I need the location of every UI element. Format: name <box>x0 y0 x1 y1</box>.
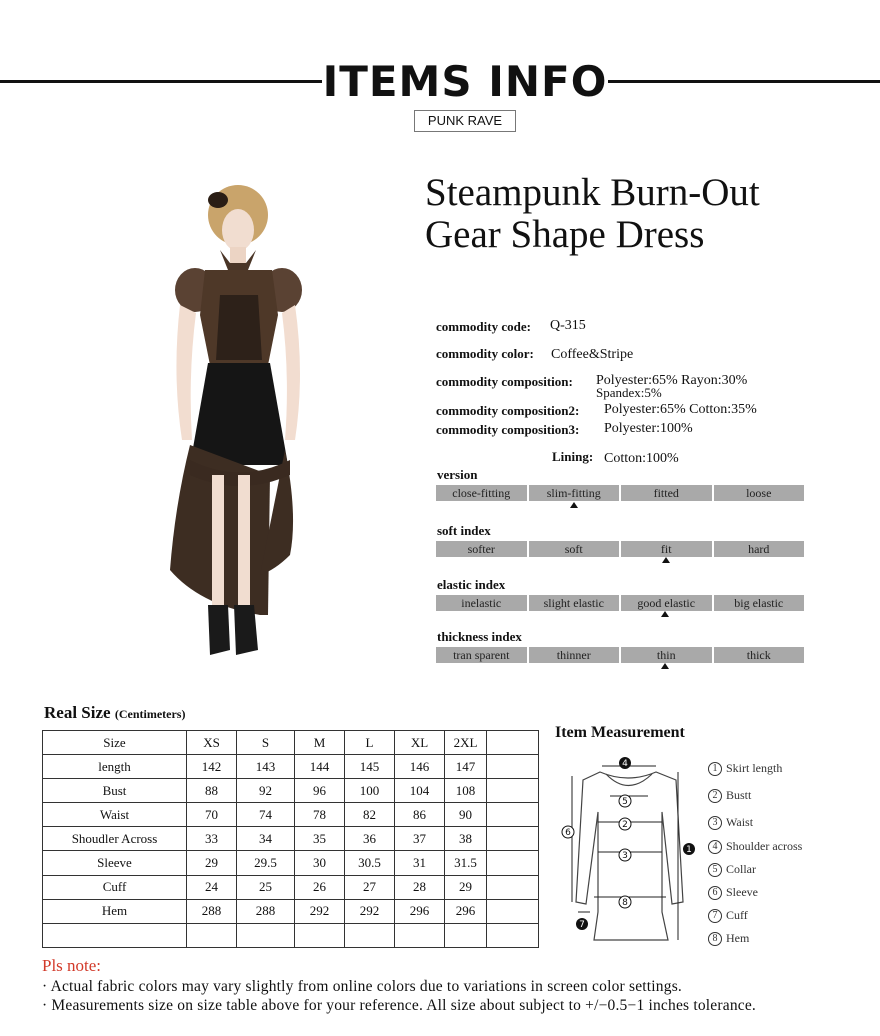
table-cell: 292 <box>345 899 395 923</box>
spec-color-value: Coffee&Stripe <box>551 347 634 362</box>
table-cell: XL <box>395 731 445 755</box>
brand-label: PUNK RAVE <box>414 110 516 132</box>
elastic-index-bar <box>436 595 804 611</box>
note-item: · Actual fabric colors may vary slightly from online colors due to variations in screen color settings. <box>42 978 683 995</box>
svg-text:5: 5 <box>622 797 628 807</box>
table-cell: 29 <box>445 875 487 899</box>
svg-text:8: 8 <box>622 898 628 908</box>
product-title-line-1: Steampunk Burn-Out <box>425 171 760 214</box>
svg-text:1: 1 <box>686 845 692 855</box>
size-table-title <box>44 703 185 723</box>
legend-item: 4 Shoulder across <box>708 839 802 854</box>
table-cell: L <box>345 731 395 755</box>
table-row <box>43 851 539 875</box>
table-cell: Size <box>43 731 187 755</box>
table-row <box>43 923 539 947</box>
spec-composition-value: Polyester:65% Rayon:30% <box>596 373 748 388</box>
table-cell: 145 <box>345 755 395 779</box>
thickness-index-option: thinner <box>529 647 620 663</box>
table-row <box>43 779 539 803</box>
table-cell: 74 <box>237 803 295 827</box>
note-title: Pls note: <box>42 956 102 975</box>
table-cell: 143 <box>237 755 295 779</box>
table-header-row <box>43 731 539 755</box>
table-cell: 288 <box>237 899 295 923</box>
elastic-index-option: slight elastic <box>529 595 620 611</box>
table-cell: 70 <box>187 803 237 827</box>
soft-index-option: soft <box>529 541 620 557</box>
version-option: slim-fitting <box>529 485 620 501</box>
table-row <box>43 899 539 923</box>
svg-text:7: 7 <box>579 920 585 930</box>
table-cell <box>237 923 295 947</box>
table-cell: 88 <box>187 779 237 803</box>
table-row <box>43 827 539 851</box>
table-cell: 296 <box>445 899 487 923</box>
table-cell: 26 <box>295 875 345 899</box>
table-cell: 90 <box>445 803 487 827</box>
table-cell: Shoudler Across <box>43 827 187 851</box>
measurement-diagram <box>558 752 703 947</box>
table-cell: 96 <box>295 779 345 803</box>
soft-index-marker-icon <box>662 557 670 563</box>
svg-text:3: 3 <box>622 851 628 861</box>
version-title: version <box>437 467 478 482</box>
thickness-index-option: tran sparent <box>436 647 527 663</box>
thickness-index-option: thick <box>714 647 805 663</box>
product-title-line-2: Gear Shape Dress <box>425 213 705 256</box>
svg-text:4: 4 <box>622 759 628 769</box>
table-cell: 108 <box>445 779 487 803</box>
table-cell <box>295 923 345 947</box>
elastic-index-title: elastic index <box>437 577 506 592</box>
svg-text:2: 2 <box>622 820 628 830</box>
table-cell: 92 <box>237 779 295 803</box>
soft-index-option: hard <box>714 541 805 557</box>
table-cell: Cuff <box>43 875 187 899</box>
soft-index-bar <box>436 541 804 557</box>
legend-item: 3 Waist <box>708 815 753 830</box>
table-cell: 27 <box>345 875 395 899</box>
table-cell: 36 <box>345 827 395 851</box>
svg-text:6: 6 <box>565 828 571 838</box>
table-cell: 30 <box>295 851 345 875</box>
table-cell: 146 <box>395 755 445 779</box>
table-cell <box>487 755 539 779</box>
spec-composition3-value: Polyester:100% <box>604 421 693 436</box>
table-cell <box>345 923 395 947</box>
thickness-index-option: thin <box>621 647 712 663</box>
table-cell: 29.5 <box>237 851 295 875</box>
elastic-index-marker-icon <box>661 611 669 617</box>
table-cell: 35 <box>295 827 345 851</box>
table-cell <box>187 923 237 947</box>
legend-item: 1 Skirt length <box>708 761 782 776</box>
legend-item: 8 Hem <box>708 931 749 946</box>
table-cell: 38 <box>445 827 487 851</box>
table-cell: Hem <box>43 899 187 923</box>
product-title <box>425 172 865 256</box>
table-cell: 29 <box>187 851 237 875</box>
legend-item: 5 Collar <box>708 862 756 877</box>
table-cell: 144 <box>295 755 345 779</box>
soft-index-option: fit <box>621 541 712 557</box>
version-option: loose <box>714 485 805 501</box>
table-row <box>43 755 539 779</box>
table-cell: 104 <box>395 779 445 803</box>
note-item: · Measurements size on size table above for your reference. All size about subject to +/−0.5−1 inches tolerance. <box>42 997 757 1014</box>
table-cell: 34 <box>237 827 295 851</box>
version-option: fitted <box>621 485 712 501</box>
table-cell <box>487 851 539 875</box>
soft-index-option: softer <box>436 541 527 557</box>
size-table-unit: (Centimeters) <box>114 707 186 721</box>
table-cell: Bust <box>43 779 187 803</box>
table-row <box>43 803 539 827</box>
table-cell: S <box>237 731 295 755</box>
table-cell <box>487 875 539 899</box>
spec-composition-label: commodity composition: <box>436 374 573 389</box>
table-cell: 82 <box>345 803 395 827</box>
table-cell: Waist <box>43 803 187 827</box>
table-cell: Sleeve <box>43 851 187 875</box>
table-cell <box>487 803 539 827</box>
spec-lining-label: Lining: <box>552 449 594 464</box>
model-photo <box>150 175 370 675</box>
spec-code-label: commodity code: <box>436 319 531 334</box>
spec-composition-value-2: Spandex:5% <box>596 385 662 400</box>
table-cell <box>487 779 539 803</box>
table-cell: 25 <box>237 875 295 899</box>
measurement-title: Item Measurement <box>555 724 685 741</box>
spec-composition2-value: Polyester:65% Cotton:35% <box>604 402 757 417</box>
table-cell: 78 <box>295 803 345 827</box>
table-cell: 147 <box>445 755 487 779</box>
version-option: close-fitting <box>436 485 527 501</box>
elastic-index-option: good elastic <box>621 595 712 611</box>
page-title: ITEMS INFO <box>322 57 608 106</box>
table-cell: 31.5 <box>445 851 487 875</box>
elastic-index-option: big elastic <box>714 595 805 611</box>
table-cell <box>487 731 539 755</box>
table-cell <box>487 923 539 947</box>
table-cell: 37 <box>395 827 445 851</box>
legend-item: 2 Bustt <box>708 788 751 803</box>
table-cell: 100 <box>345 779 395 803</box>
table-cell: 2XL <box>445 731 487 755</box>
table-cell <box>487 899 539 923</box>
table-cell <box>395 923 445 947</box>
soft-index-title: soft index <box>437 523 491 538</box>
table-cell: 86 <box>395 803 445 827</box>
spec-composition3-label: commodity composition3: <box>436 422 580 437</box>
elastic-index-option: inelastic <box>436 595 527 611</box>
header-rule-left <box>0 80 322 83</box>
table-cell: XS <box>187 731 237 755</box>
size-table <box>42 730 539 948</box>
table-cell: 30.5 <box>345 851 395 875</box>
table-cell: 31 <box>395 851 445 875</box>
table-cell: M <box>295 731 345 755</box>
table-cell <box>43 923 187 947</box>
spec-color-label: commodity color: <box>436 346 534 361</box>
thickness-index-bar <box>436 647 804 663</box>
thickness-index-marker-icon <box>661 663 669 669</box>
table-cell: 28 <box>395 875 445 899</box>
header-rule-right <box>608 80 880 83</box>
table-row <box>43 875 539 899</box>
table-cell: 33 <box>187 827 237 851</box>
size-table-title-text: Real Size <box>44 703 111 722</box>
spec-composition2-label: commodity composition2: <box>436 403 580 418</box>
spec-code-value: Q-315 <box>550 318 586 333</box>
table-cell: 288 <box>187 899 237 923</box>
table-cell: 296 <box>395 899 445 923</box>
spec-lining-value: Cotton:100% <box>604 451 679 466</box>
table-cell: 292 <box>295 899 345 923</box>
table-cell <box>445 923 487 947</box>
table-cell: length <box>43 755 187 779</box>
table-cell <box>487 827 539 851</box>
legend-item: 7 Cuff <box>708 908 748 923</box>
table-cell: 142 <box>187 755 237 779</box>
version-bar <box>436 485 804 501</box>
table-cell: 24 <box>187 875 237 899</box>
version-marker-icon <box>570 502 578 508</box>
legend-item: 6 Sleeve <box>708 885 758 900</box>
thickness-index-title: thickness index <box>437 629 522 644</box>
